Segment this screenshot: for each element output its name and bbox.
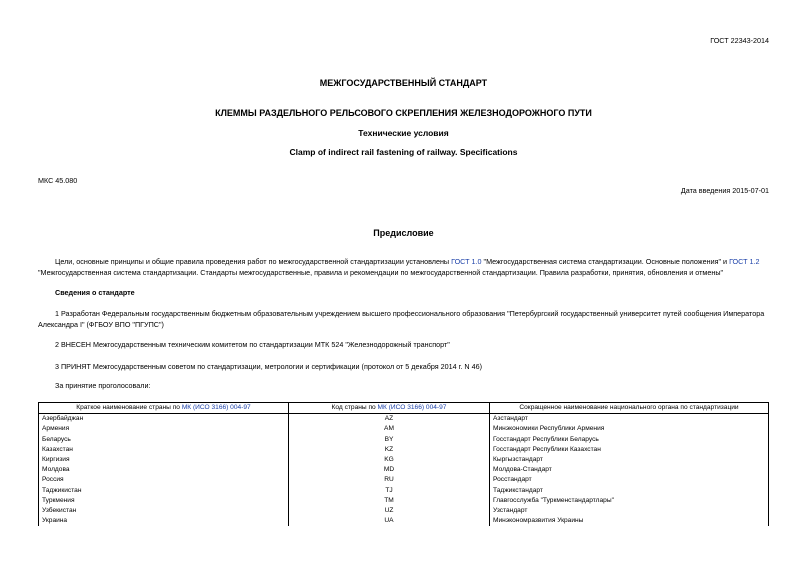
cell-code: AM xyxy=(289,424,490,434)
cell-country: Азербайджан xyxy=(39,414,289,425)
cell-country: Туркмения xyxy=(39,496,289,506)
cell-standards-body: Таджикстандарт xyxy=(490,486,769,496)
standard-type: МЕЖГОСУДАРСТВЕННЫЙ СТАНДАРТ xyxy=(319,78,488,88)
table-row xyxy=(39,506,769,516)
cell-country: Таджикистан xyxy=(39,486,289,496)
table-row xyxy=(39,475,769,485)
gost-1-2-link[interactable]: ГОСТ 1.2 xyxy=(729,257,760,266)
table-row xyxy=(39,465,769,475)
table-row xyxy=(39,435,769,445)
foreword-paragraph xyxy=(38,256,773,278)
english-title: Clamp of indirect rail fastening of railway. Specifications xyxy=(289,147,518,157)
cell-standards-body: Росстандарт xyxy=(490,475,769,485)
foreword-text-part: Цели, основные принципы и общие правила проведения работ по межгосударственной стандартизации установлены xyxy=(55,257,452,266)
cell-standards-body: Молдова-Стандарт xyxy=(490,465,769,475)
cell-code: BY xyxy=(289,435,490,445)
cell-code: TM xyxy=(289,496,490,506)
doc-code: ГОСТ 22343-2014 xyxy=(710,36,769,45)
cell-country: Казахстан xyxy=(39,445,289,455)
cell-standards-body: Минэкономразвития Украины xyxy=(490,516,769,526)
cell-standards-body: Минэкономики Республики Армения xyxy=(490,424,769,434)
cell-country: Узбекистан xyxy=(39,506,289,516)
mks-code: МКС 45.080 xyxy=(38,176,78,185)
info-item-1: 1 Разработан Федеральным государственным бюджетным образовательным учреждением высшего профессионального образования "Петербургский государственный университет путей сообщения Императора Александра I" (ФГБОУ ВПО "ПГУПС") xyxy=(38,309,765,329)
cell-code: KZ xyxy=(289,445,490,455)
foreword-text-part: "Межгосударственная система стандартизации. Стандарты межгосударственные, правила и рекомендации по межгосударственной стандартизации. Правила разработки, принятия, обновления и отмены" xyxy=(38,268,724,277)
cell-standards-body: Узстандарт xyxy=(490,506,769,516)
cell-code: RU xyxy=(289,475,490,485)
cell-country: Армения xyxy=(39,424,289,434)
table-row xyxy=(39,445,769,455)
intro-date: Дата введения 2015-07-01 xyxy=(680,186,769,195)
cell-code: AZ xyxy=(289,414,490,425)
cell-standards-body: Госстандарт Республики Беларусь xyxy=(490,435,769,445)
info-item-2: 2 ВНЕСЕН Межгосударственным техническим комитетом по стандартизации МТК 524 "Железнодорожный транспорт" xyxy=(55,340,450,349)
header-text: Краткое наименование страны по xyxy=(76,404,182,411)
table-row xyxy=(39,516,769,526)
column-header-body: Сокращенное наименование национального органа по стандартизации xyxy=(490,403,769,414)
cell-standards-body: Кыргызстандарт xyxy=(490,455,769,465)
cell-country: Россия xyxy=(39,475,289,485)
cell-country: Беларусь xyxy=(39,435,289,445)
cell-code: KG xyxy=(289,455,490,465)
cell-code: UA xyxy=(289,516,490,526)
cell-code: MD xyxy=(289,465,490,475)
cell-standards-body: Азстандарт xyxy=(490,414,769,425)
mk-iso-link[interactable]: МК (ИСО 3166) 004-97 xyxy=(181,404,251,411)
doc-subtitle: Технические условия xyxy=(358,128,449,138)
table-row xyxy=(39,424,769,434)
mk-iso-link[interactable]: МК (ИСО 3166) 004-97 xyxy=(377,404,447,411)
cell-standards-body: Госстандарт Республики Казахстан xyxy=(490,445,769,455)
table-row xyxy=(39,486,769,496)
column-header-code xyxy=(289,403,490,414)
foreword-text-part: "Межгосударственная система стандартизации. Основные положения" и xyxy=(481,257,730,266)
column-header-country xyxy=(39,403,289,414)
cell-code: UZ xyxy=(289,506,490,516)
table-row xyxy=(39,455,769,465)
header-text: Код страны по xyxy=(331,404,378,411)
foreword-heading: Предисловие xyxy=(373,228,434,238)
gost-1-0-link[interactable]: ГОСТ 1.0 xyxy=(451,257,482,266)
cell-standards-body: Главгосслужба "Туркменстандартлары" xyxy=(490,496,769,506)
doc-title: КЛЕММЫ РАЗДЕЛЬНОГО РЕЛЬСОВОГО СКРЕПЛЕНИЯ ЖЕЛЕЗНОДОРОЖНОГО ПУТИ xyxy=(215,108,592,118)
standard-info-heading: Сведения о стандарте xyxy=(55,288,135,297)
cell-country: Киргизия xyxy=(39,455,289,465)
states-table xyxy=(38,402,769,526)
cell-country: Молдова xyxy=(39,465,289,475)
vote-label: За принятие проголосовали: xyxy=(55,381,151,390)
table-header-row xyxy=(39,403,769,414)
info-item-3: 3 ПРИНЯТ Межгосударственным советом по стандартизации, метрологии и сертификации (протокол от 5 декабря 2014 г. N 46) xyxy=(55,362,482,371)
table-row xyxy=(39,414,769,425)
cell-country: Украина xyxy=(39,516,289,526)
table-row xyxy=(39,496,769,506)
cell-code: TJ xyxy=(289,486,490,496)
